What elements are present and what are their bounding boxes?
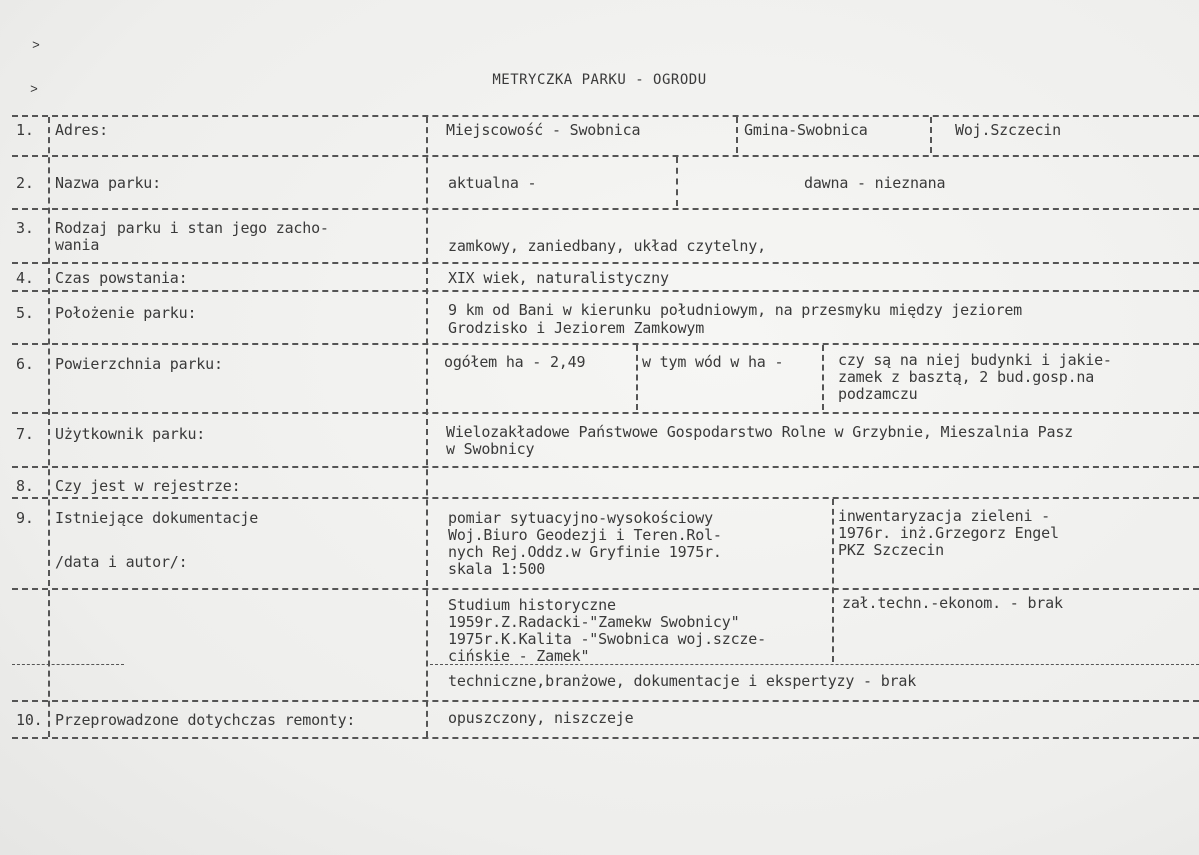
value-uzytkownik: Wielozakładowe Państwowe Gospodarstwo Rolne w Grzybnie, Mieszalnia Pasz bbox=[446, 423, 1073, 441]
row-divider bbox=[12, 343, 1199, 345]
field-label-dokumentacje-cont: /data i autor/: bbox=[55, 553, 188, 571]
value-inwentaryzacja: inwentaryzacja zieleni - bbox=[838, 507, 1050, 525]
column-divider bbox=[832, 499, 834, 662]
column-divider bbox=[930, 117, 932, 153]
column-divider bbox=[822, 345, 824, 410]
field-label-remonty: Przeprowadzone dotychczas remonty: bbox=[55, 711, 356, 729]
row-number: 8. bbox=[16, 477, 34, 495]
field-label-uzytkownik: Użytkownik parku: bbox=[55, 425, 206, 443]
row-divider bbox=[12, 262, 1199, 264]
column-divider bbox=[676, 157, 678, 206]
row-number: 5. bbox=[16, 304, 34, 322]
value-budynki-cont: zamek z basztą, 2 bud.gosp.na bbox=[838, 368, 1095, 386]
row-number: 3. bbox=[16, 219, 34, 237]
field-label-rejestr: Czy jest w rejestrze: bbox=[55, 477, 241, 495]
value-wody: w tym wód w ha - bbox=[642, 353, 784, 371]
field-label-rodzaj-cont: wania bbox=[55, 236, 100, 254]
document-title: METRYCZKA PARKU - OGRODU bbox=[492, 72, 707, 88]
value-woj: Woj.Szczecin bbox=[955, 121, 1061, 139]
row-number: 6. bbox=[16, 355, 34, 373]
row-number: 1. bbox=[16, 121, 34, 139]
value-pomiar-cont: skala 1:500 bbox=[448, 560, 546, 578]
value-gmina: Gmina-Swobnica bbox=[744, 121, 868, 139]
value-dawna: dawna - nieznana bbox=[804, 174, 946, 192]
row-number: 7. bbox=[16, 425, 34, 443]
field-label-rodzaj: Rodzaj parku i stan jego zacho- bbox=[55, 219, 329, 237]
value-studium-cont: 1959r.Z.Radacki-"Zamekw Swobnicy" bbox=[448, 613, 740, 631]
row-divider bbox=[12, 737, 1199, 739]
column-divider bbox=[426, 117, 428, 737]
value-zal-techn: zał.techn.-ekonom. - brak bbox=[842, 594, 1063, 612]
row-number: 2. bbox=[16, 174, 34, 192]
value-inwentaryzacja-cont: 1976r. inż.Grzegorz Engel bbox=[838, 524, 1059, 542]
column-divider bbox=[736, 117, 738, 153]
value-remonty: opuszczony, niszczeje bbox=[448, 709, 634, 727]
row-divider bbox=[12, 466, 1199, 468]
value-aktualna: aktualna - bbox=[448, 174, 537, 192]
margin-mark: ˃ bbox=[32, 38, 40, 53]
row-divider bbox=[12, 588, 1199, 590]
row-divider bbox=[12, 700, 1199, 702]
value-czas: XIX wiek, naturalistyczny bbox=[448, 269, 669, 287]
row-divider bbox=[12, 664, 124, 665]
field-label-adres: Adres: bbox=[55, 121, 108, 139]
field-label-polozenie: Położenie parku: bbox=[55, 304, 197, 322]
field-label-powierzchnia: Powierzchnia parku: bbox=[55, 355, 223, 373]
value-studium-cont: cińskie - Zamek" bbox=[448, 647, 590, 665]
value-ogolem: ogółem ha - 2,49 bbox=[444, 353, 586, 371]
field-label-dokumentacje: Istniejące dokumentacje bbox=[55, 509, 259, 527]
column-divider bbox=[636, 345, 638, 410]
row-divider bbox=[12, 155, 1199, 157]
value-budynki: czy są na niej budynki i jakie- bbox=[838, 351, 1112, 369]
row-number: 4. bbox=[16, 269, 34, 287]
row-number: 9. bbox=[16, 509, 34, 527]
row-divider bbox=[12, 208, 1199, 210]
value-studium: Studium historyczne bbox=[448, 596, 616, 614]
field-label-czas: Czas powstania: bbox=[55, 269, 188, 287]
value-studium-cont: 1975r.K.Kalita -"Swobnica woj.szcze- bbox=[448, 630, 766, 648]
value-uzytkownik-cont: w Swobnicy bbox=[446, 440, 535, 458]
value-polozenie-cont: Grodzisko i Jeziorem Zamkowym bbox=[448, 319, 705, 337]
field-label-nazwa: Nazwa parku: bbox=[55, 174, 161, 192]
row-number: 10. bbox=[16, 711, 43, 729]
row-divider bbox=[12, 115, 1199, 117]
margin-mark: ˃ bbox=[30, 82, 38, 97]
row-divider bbox=[12, 290, 1199, 292]
value-miejscowosc: Miejscowość - Swobnica bbox=[446, 121, 641, 139]
row-divider bbox=[12, 412, 1199, 414]
value-inwentaryzacja-cont: PKZ Szczecin bbox=[838, 541, 944, 559]
column-divider bbox=[48, 117, 50, 737]
value-pomiar-cont: nych Rej.Oddz.w Gryfinie 1975r. bbox=[448, 543, 722, 561]
row-divider bbox=[12, 497, 1199, 499]
value-budynki-cont: podzamczu bbox=[838, 385, 918, 403]
value-rodzaj: zamkowy, zaniedbany, układ czytelny, bbox=[448, 237, 766, 255]
value-pomiar-cont: Woj.Biuro Geodezji i Teren.Rol- bbox=[448, 526, 722, 544]
value-polozenie: 9 km od Bani w kierunku południowym, na przesmyku między jeziorem bbox=[448, 301, 1022, 319]
value-pomiar: pomiar sytuacyjno-wysokościowy bbox=[448, 509, 713, 527]
value-techniczne: techniczne,branżowe, dokumentacje i ekspertyzy - brak bbox=[448, 672, 917, 690]
